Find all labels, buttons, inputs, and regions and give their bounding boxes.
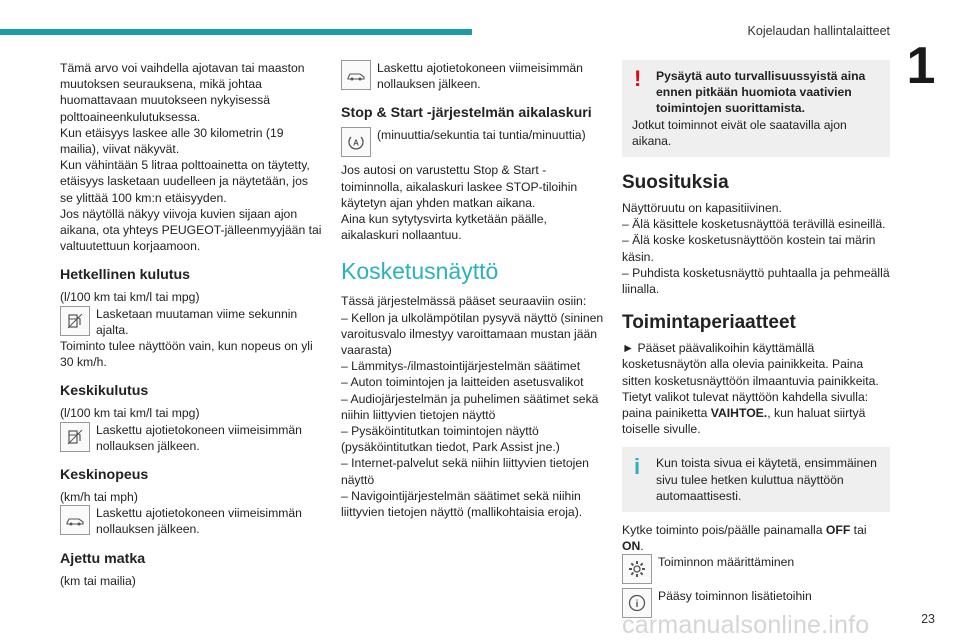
section-title: Kojelaudan hallintalaitteet	[747, 24, 890, 38]
car-icon	[60, 505, 90, 535]
text: Kytke toiminto pois/päälle painamalla	[622, 523, 826, 538]
list-item: – Auton toimintojen ja laitteiden asetusvalikot	[341, 375, 584, 390]
heading-average-consumption: Keskikulutus	[60, 383, 149, 400]
heading-stop-start-timer: Stop & Start -järjestelmän aikalaskuri	[341, 105, 592, 122]
fuel-pump-icon	[60, 306, 90, 336]
label: Toiminnon määrittäminen	[658, 555, 795, 570]
stopstart-icon	[341, 127, 371, 157]
column-1	[60, 60, 322, 589]
paragraph: Tämä arvo voi vaihdella ajotavan tai maaston muutoksen seurauksena, mikä johtaa huomattavaan muutokseen nykyisessä polttoaineenkulutuksessa.	[60, 61, 305, 124]
warning-box	[622, 60, 890, 157]
paragraph: Aina kun sytytysvirta kytketään päälle, aikalaskuri nollaantuu.	[341, 212, 547, 243]
paragraph	[622, 522, 890, 554]
paragraph: Näyttöruutu on kapasitiivinen.	[622, 201, 782, 216]
info-box	[622, 447, 890, 512]
note: Toiminto tulee näyttöön vain, kun nopeus on yli 30 km/h.	[60, 339, 313, 370]
list-item: – Kellon ja ulkolämpötilan pysyvä näyttö (sininen varoitusvalo ilmestyy varoittamaan mustan jään vaarasta)	[341, 310, 604, 358]
heading-recommendations: Suosituksia	[622, 172, 729, 194]
list-item: – Älä koske kosketusnäyttöön kostein tai märin käsin.	[622, 233, 876, 264]
heading-average-speed: Keskinopeus	[60, 467, 149, 484]
watermark: carmanualsonline.info	[622, 611, 870, 639]
fuel-pump-icon	[60, 422, 90, 452]
icon-row	[60, 505, 322, 537]
unit-text: (l/100 km tai km/l tai mpg)	[60, 290, 200, 305]
svg-text:A: A	[353, 138, 359, 148]
paragraph: Jos autosi on varustettu Stop & Start -toiminnolla, aikalaskuri laskee STOP-tiloihin käytetyn ajan yhden matkan aikana.	[341, 163, 578, 210]
description: Laskettu ajotietokoneen viimeisimmän nollauksen jälkeen.	[377, 61, 583, 92]
warning-icon: !	[634, 66, 642, 91]
info-text: Kun toista sivua ei käytetä, ensimmäinen sivu tulee hetken kuluttua näyttöön automaattisesti.	[656, 456, 877, 503]
list-item: – Puhdista kosketusnäyttö puhtaalla ja pehmeällä liinalla.	[622, 265, 890, 297]
info-marker-icon: i	[634, 454, 641, 480]
car-icon	[341, 60, 371, 90]
unit-text: (minuuttia/sekuntia tai tuntia/minuuttia)	[377, 128, 586, 143]
description: Laskettu ajotietokoneen viimeisimmän nollauksen jälkeen.	[96, 422, 302, 453]
icon-row	[60, 422, 322, 454]
text: , kun haluat siirtyä toiselle sivulle.	[622, 406, 866, 437]
warning-bold-text: Pysäytä auto turvallisuussyistä aina ennen pitkään huomiota vaativien toimintojen suorittamista.	[656, 69, 866, 116]
paragraph	[622, 389, 890, 438]
text: Tietyt valikot tulevat näyttöön kahdella sivulla: paina painiketta	[622, 389, 869, 421]
icon-row	[341, 127, 606, 157]
svg-text:i: i	[635, 599, 639, 611]
icon-row	[341, 60, 606, 92]
paragraph: ► Pääset päävalikoihin käyttämällä kosketusnäytön alla olevia painikkeita. Paina sitten kosketusnäyttöön ilmaantuvia painikkeita.	[622, 341, 879, 388]
heading-distance: Ajettu matka	[60, 550, 146, 567]
list-item: – Pysäköintitutkan toimintojen näyttö (pysäköintitutkan tiedot, Park Assist jne.)	[341, 424, 560, 455]
warning-text: Jotkut toiminnot eivät ole saatavilla ajon aikana.	[632, 117, 847, 148]
button-name-change: VAIHTOE.	[710, 406, 768, 421]
text: .	[640, 539, 644, 554]
paragraph: Kun vähintään 5 litraa polttoainetta on täytetty, etäisyys lasketaan uudelleen ja näytetään, jos se ylittää 100 km:n etäisyyden.	[60, 158, 310, 205]
column-2	[341, 60, 606, 520]
description: Laskettu ajotietokoneen viimeisimmän nollauksen jälkeen.	[96, 506, 302, 537]
unit-text: (l/100 km tai km/l tai mpg)	[60, 406, 200, 421]
paragraph: Tässä järjestelmässä pääset seuraaviin osiin:	[341, 294, 587, 309]
page-number: 23	[921, 612, 935, 626]
unit-text: (km/h tai mph)	[60, 490, 138, 505]
list-item: – Lämmitys-/ilmastointijärjestelmän säätimet	[341, 359, 581, 374]
heading-operating-principles: Toimintaperiaatteet	[622, 312, 796, 334]
unit-text: (km tai mailia)	[60, 573, 136, 588]
heading-touchscreen: Kosketusnäyttö	[341, 258, 499, 285]
paragraph: Kun etäisyys laskee alle 30 kilometrin (19 mailia), viivat näkyvät.	[60, 125, 284, 157]
list-item: – Audiojärjestelmän ja puhelimen säätimet sekä niihin liittyvien tietojen näyttö	[341, 391, 599, 422]
paragraph: Jos näytöllä näkyy viivoja kuvien sijaan ajon aikana, ota yhteys PEUGEOT-jälleenmyyjään tai valtuutettuun korjaamoon.	[60, 206, 322, 254]
description: Lasketaan muutaman viime sekunnin ajalta.	[96, 306, 298, 337]
column-3	[622, 60, 890, 618]
top-accent-bar	[0, 29, 472, 35]
icon-row	[60, 306, 322, 338]
text: tai	[850, 523, 867, 538]
off-label: OFF	[825, 523, 851, 538]
heading-instant-consumption: Hetkellinen kulutus	[60, 267, 191, 284]
label: Pääsy toiminnon lisätietoihin	[658, 589, 812, 604]
list-item: – Navigointijärjestelmän säätimet sekä niihin liittyvien tietojen näyttö (mallikohtaisia eroja).	[341, 488, 583, 520]
chapter-number: 1	[906, 37, 936, 95]
icon-row	[622, 554, 890, 584]
gear-icon	[622, 554, 652, 584]
on-label: ON	[622, 539, 641, 554]
list-item: – Älä käsittele kosketusnäyttöä terävillä esineillä.	[622, 217, 886, 232]
list-item: – Internet-palvelut sekä niihin liittyvien tietojen näyttö	[341, 456, 589, 487]
